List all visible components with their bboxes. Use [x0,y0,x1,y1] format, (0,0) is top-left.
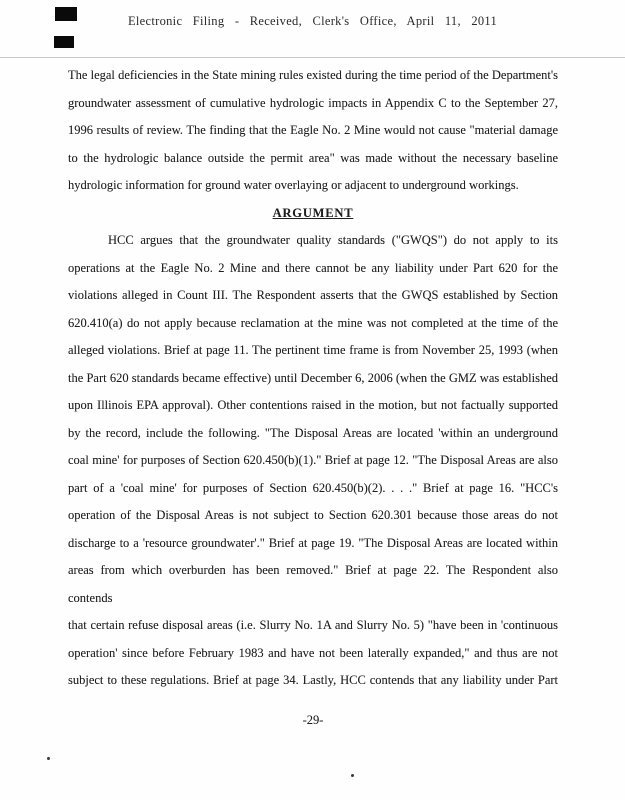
text-line: 620.410(a) do not apply because reclamation at the mine was not completed at the time of the [68,315,558,330]
text-line: alleged violations. Brief at page 11. The pertinent time frame is from November 25, 1993 (when [68,343,558,357]
text-line: that certain refuse disposal areas (i.e. Slurry No. 1A and Slurry No. 5) "have been in 'continuous [68,618,558,632]
text-line: to the hydrologic balance outside the permit area" was made without the necessary baseline [68,150,558,165]
text-line: operations at the Eagle No. 2 Mine and there cannot be any liability under Part 620 for the [68,260,558,275]
text-line: violations alleged in Count III. The Respondent asserts that the GWQS established by Section [68,288,558,302]
paragraph-1 [68,62,558,200]
paragraph-2 [68,227,558,695]
text-line: HCC argues that the groundwater quality standards ("GWQS") do not apply to its [108,233,558,247]
text-line: subject to these regulations. Brief at page 34. Lastly, HCC contends that any liability under Part [68,673,558,687]
filing-header: Electronic Filing - Received, Clerk's Office, April 11, 2011 [127,14,498,28]
text-line: 1996 results of review. The finding that the Eagle No. 2 Mine would not cause "material damage [68,123,558,137]
text-line: by the record, include the following. "The Disposal Areas are located 'within an underground [68,425,558,440]
document-body [68,62,558,734]
text-line: the Part 620 standards became effective) until December 6, 2006 (when the GMZ was established [68,370,558,385]
text-line: coal mine' for purposes of Section 620.450(b)(1)." Brief at page 12. "The Disposal Areas are also [68,453,558,467]
argument-heading: ARGUMENT [272,205,354,220]
text-line: groundwater assessment of cumulative hydrologic impacts in Appendix C to the September 27, [68,95,558,110]
text-line: hydrologic information for ground water overlaying or adjacent to underground workings. [68,178,519,192]
text-line: operation of the Disposal Areas is not subject to Section 620.301 because those areas do not [68,508,558,522]
scan-mark-icon [54,36,74,48]
text-line: part of a 'coal mine' for purposes of Section 620.450(b)(2). . . ." Brief at page 16. "HCC's [68,480,558,495]
page-number: -29- [302,712,324,727]
scan-artifact-dot [351,774,354,777]
text-line: The legal deficiencies in the State mining rules existed during the time period of the Department's [68,68,558,82]
text-line: operation' since before February 1983 and have not been laterally expanded," and thus are not [68,645,558,660]
text-line: areas from which overburden has been removed." Brief at page 22. The Respondent also contends [68,563,558,605]
text-line: upon Illinois EPA approval). Other contentions raised in the motion, but not factually supported [68,398,558,412]
text-line: discharge to a 'resource groundwater'." Brief at page 19. "The Disposal Areas are located within [68,535,558,550]
scan-artifact-dot [47,757,50,760]
divider-line [0,57,625,58]
